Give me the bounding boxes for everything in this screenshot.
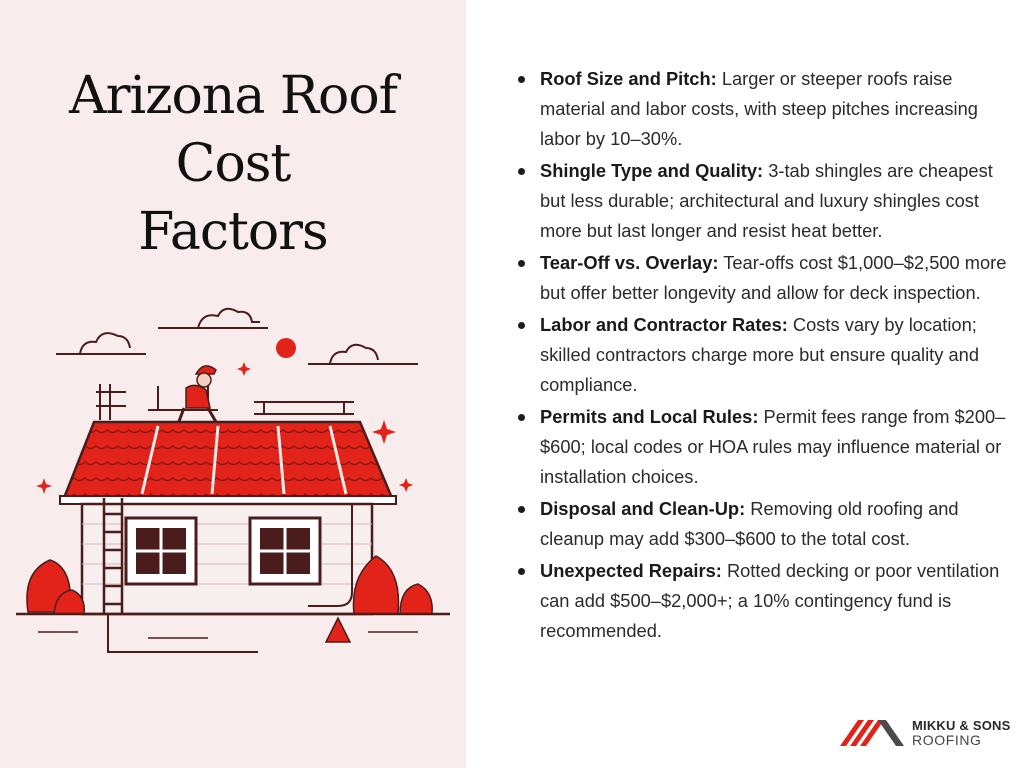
cloud-icon [158,309,268,328]
factor-name: Labor and Contractor Rates: [540,314,788,335]
factor-name: Permits and Local Rules: [540,406,759,427]
sun-icon [276,338,296,358]
title-line-3: Factors [138,202,328,262]
roofer-house-illustration [8,292,458,672]
factor-description: Costs vary by location; skilled contractors charge more but ensure quality and compliance. [540,314,979,395]
list-item [515,494,1015,554]
list-item [515,248,1015,308]
roof-logo-icon [840,716,908,746]
logo-subtitle: ROOFING [912,732,982,748]
list-item [515,64,1015,154]
window [250,518,320,584]
sparkle-icon [237,362,251,376]
list-item [515,156,1015,246]
sparkle-icon [399,478,413,492]
factor-name: Tear-Off vs. Overlay: [540,252,719,273]
sparkle-icon [372,420,396,444]
logo-name: MIKKU & SONS [912,718,1011,733]
factor-description: Larger or steeper roofs raise material and labor costs, with steep pitches increasing labor by 10–30%. [540,68,978,149]
list-item [515,556,1015,646]
list-item [515,402,1015,492]
scaffolding [96,384,354,420]
company-logo [840,716,1010,750]
warning-cone-icon [326,618,350,642]
list-item [515,310,1015,400]
cloud-icon [56,333,146,354]
factor-description: 3-tab shingles are cheapest but less durable; architectural and luxury shingles cost more but last longer and resist heat better. [540,160,993,241]
title-line-1: Arizona Roof [69,66,397,126]
factor-description: Permit fees range from $200–$600; local codes or HOA rules may influence material or installation choices. [540,406,1006,487]
left-panel [0,0,466,768]
factor-description: Rotted decking or poor ventilation can add $500–$2,000+; a 10% contingency fund is recommended. [540,560,1000,641]
factor-name: Shingle Type and Quality: [540,160,764,181]
factor-name: Roof Size and Pitch: [540,68,717,89]
cloud-icon [308,345,418,364]
factor-name: Unexpected Repairs: [540,560,722,581]
factor-description: Removing old roofing and cleanup may add $300–$600 to the total cost. [540,498,959,549]
cost-factor-list [515,64,1015,648]
sparkle-icon [36,478,52,494]
factor-name: Disposal and Clean-Up: [540,498,746,519]
page-title [0,62,466,266]
bush-icon [27,560,84,614]
factor-description: Tear-offs cost $1,000–$2,500 more but offer better longevity and allow for deck inspection. [540,252,1007,303]
title-line-2: Cost [175,134,291,194]
window [126,518,196,584]
roofer-figure [178,366,216,424]
